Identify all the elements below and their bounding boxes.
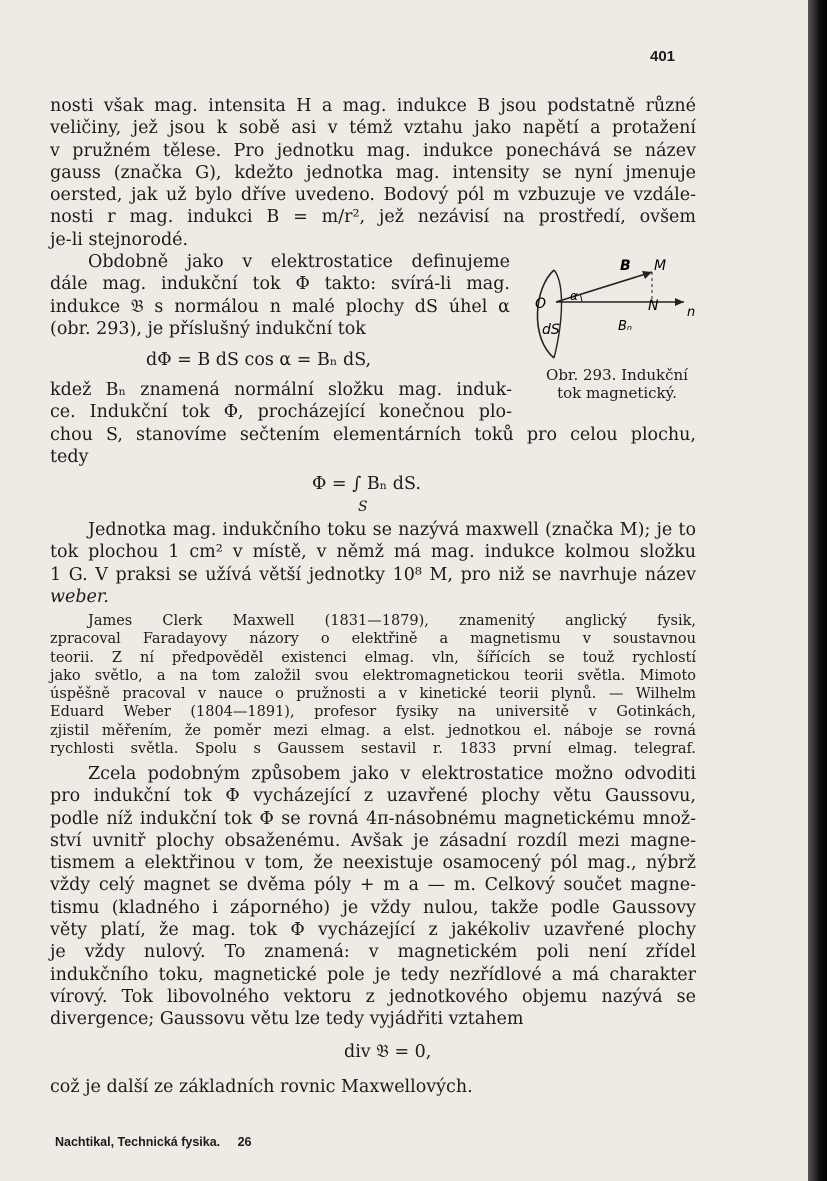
text-line: nosti však mag. intensita H a mag. indukce B jsou podstatně různé <box>50 96 696 116</box>
paragraph-3 <box>50 379 696 468</box>
text-line: kdež Bₙ znamená normální složku mag. induk- <box>50 380 512 400</box>
text-line: vírový. Tok libovolného vektoru z jednotkového objemu nazývá se <box>50 986 696 1007</box>
text-line: tedy <box>50 446 89 467</box>
text-line: v pružném tělese. Pro jednotku mag. indukce ponechává se název <box>50 140 696 161</box>
text-line: ce. Indukční tok Φ, procházející konečnou plo- <box>50 402 512 423</box>
caption-line: Obr. 293. Indukční <box>546 366 688 384</box>
label-o: O <box>535 296 547 312</box>
label-bn: Bₙ <box>618 319 633 334</box>
label-ds: dS <box>542 322 560 338</box>
text-line: podle níž indukční tok Φ se rovná 4π-násobnému magnetickému množ- <box>50 808 696 829</box>
figure-293 <box>524 258 704 368</box>
paragraph-1 <box>50 95 696 251</box>
text-line: věty platí, že mag. tok Φ vycházející z jakékoliv uzavřené plochy <box>50 920 696 941</box>
note-line: rychlosti světla. Spolu s Gaussem sestavil r. 1833 první elmag. telegraf. <box>50 741 696 758</box>
label-n-upper: N <box>648 298 659 314</box>
equation-flux-element: dΦ = B dS cos α = Bₙ dS, <box>146 350 372 370</box>
text-line: Obdobně jako v elektrostatice definujeme <box>88 252 510 272</box>
paragraph-5 <box>50 763 696 1031</box>
equation-divergence: div 𝔅 = 0, <box>344 1042 432 1062</box>
text-line: indukce 𝔅 s normálou n malé plochy dS úhel α <box>50 296 510 317</box>
text-line: tismu (kladného i záporného) je vždy nulou, takže podle Gaussovy <box>50 897 696 918</box>
normal-arrowhead <box>675 298 684 306</box>
text-line: indukčního toku, magnetické pole je tedy nezřídlové a má charakter <box>50 964 696 985</box>
note-line: Eduard Weber (1804—1891), profesor fysiky na universitě v Gotinkách, <box>50 704 696 721</box>
paragraph-2 <box>50 251 510 340</box>
footer-signature: 26 <box>237 1135 252 1149</box>
equation-total-flux-text: Φ = ∫ Bₙ dS. <box>312 474 421 494</box>
text-line: Zcela podobným způsobem jako v elektrostatice možno odvoditi <box>88 764 696 784</box>
text-line: je-li stejnorodé. <box>50 229 189 250</box>
paragraph-6 <box>50 1076 696 1098</box>
text-line: je vždy nulový. To znamená: v magnetickém poli není zřídel <box>50 942 696 963</box>
vector-b-arrowhead <box>642 271 652 279</box>
text-line: nosti r mag. indukci B = m/r², jež nezávisí na prostředí, ovšem <box>50 207 696 228</box>
surface-outline-right <box>554 270 562 358</box>
text-line: vždy celý magnet se dvěma póly + m a — m. Celkový součet magne- <box>50 875 696 896</box>
note-line: zjistil měřením, že poměr mezi elmag. a elst. jednotkou el. náboje se rovná <box>50 722 696 739</box>
caption-line: tok magnetický. <box>557 384 677 402</box>
note-line: jako světlo, a na tom založil svou elektromagnetickou teorii světla. Mimoto <box>50 667 696 684</box>
surface-outline <box>537 270 554 358</box>
text-line: pro indukční tok Φ vycházející z uzavřené plochy větu Gaussovu, <box>50 786 696 807</box>
page-number: 401 <box>650 48 676 65</box>
paragraph-4 <box>50 519 696 608</box>
text-line: 1 G. V praksi se užívá větší jednotky 10⁸ M, pro niž se navrhuje název <box>50 564 696 585</box>
equation-total-flux <box>312 473 421 495</box>
label-b: B <box>620 258 631 274</box>
text-line: Jednotka mag. indukčního toku se nazývá maxwell (značka M); je to <box>88 520 696 540</box>
text-line: gauss (značka G), kdežto jednotka mag. intensity se nyní jmenuje <box>50 162 696 183</box>
text-line: chou S, stanovíme sečtením elementárních toků pro celou plochu, <box>50 424 696 445</box>
note-line: úspěšně pracoval v nauce o pružnosti a v kinetické teorii plynů. — Wilhelm <box>50 686 696 703</box>
text-line: divergence; Gaussovu větu lze tedy vyjádřiti vztahem <box>50 1009 524 1030</box>
note-line: zpracoval Faradayovy názory o elektřině a magnetismu v soustavnou <box>50 631 696 648</box>
text-line: ství uvnitř plochy obsaženému. Avšak je zásadní rozdíl mezi magne- <box>50 830 696 851</box>
text-line: tismem a elektřinou v tom, že neexistuje osamocený pól mag., nýbrž <box>50 853 696 874</box>
footer-book-title: Nachtikal, Technická fysika. <box>55 1135 221 1149</box>
text-line: oersted, jak už bylo dříve uvedeno. Bodový pól m vzbuzuje ve vzdále- <box>50 185 696 206</box>
integral-subscript: S <box>358 499 368 515</box>
text-line: dále mag. indukční tok Φ takto: svírá-li mag. <box>50 274 510 295</box>
label-m: M <box>654 258 667 274</box>
text-line: tok plochou 1 cm² v místě, v němž má mag. indukce kolmou složku <box>50 542 696 563</box>
label-n-lower: n <box>687 305 696 320</box>
text-line: weber. <box>50 586 109 607</box>
text-line: což je další ze základních rovnic Maxwellových. <box>50 1077 473 1097</box>
note-line: teorii. Z ní předpověděl existenci elmag. vln, šířících se touž rychlostí <box>50 649 696 666</box>
text-line: (obr. 293), je příslušný indukční tok <box>50 318 366 339</box>
page-edge-shadow <box>808 0 827 1181</box>
text-line: veličiny, jež jsou k sobě asi v témž vztahu jako napětí a protažení <box>50 118 696 139</box>
angle-arc <box>580 294 582 302</box>
biographical-note <box>50 612 696 758</box>
note-line: James Clerk Maxwell (1831—1879), znamenitý anglický fysik, <box>88 613 696 629</box>
page-footer <box>55 1135 252 1149</box>
label-alpha: α <box>570 289 578 303</box>
